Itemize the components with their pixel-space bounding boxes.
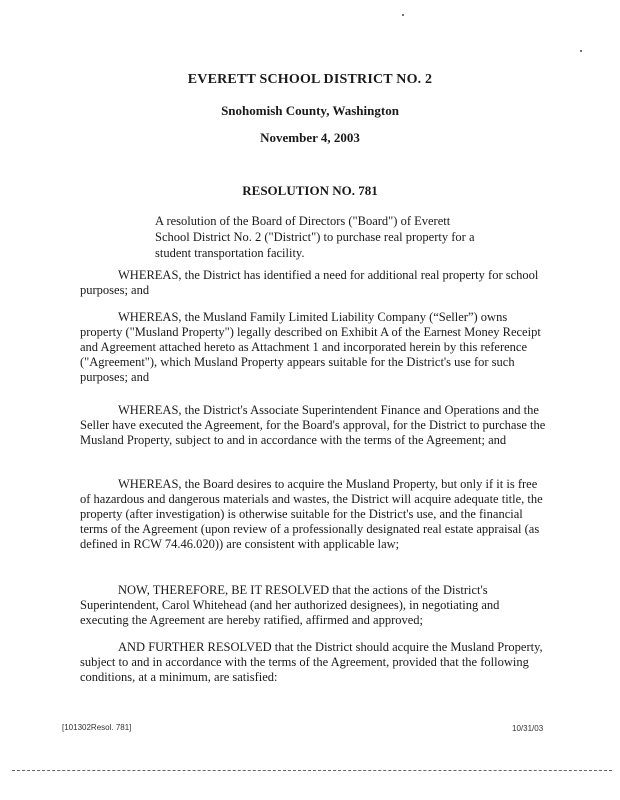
resolution-date: November 4, 2003	[260, 130, 360, 145]
further-resolved-paragraph: AND FURTHER RESOLVED that the District should acquire the Musland Property, subject to and in accordance with the terms of the Agreement, provided that the following conditions, at a minimum, are satisfied:	[80, 640, 543, 684]
county-subtitle: Snohomish County, Washington	[221, 103, 399, 118]
whereas-paragraph-4: WHEREAS, the Board desires to acquire the Musland Property, but only if it is free of hazardous and dangerous materials and wastes, the District will acquire adequate title, the property (after investigation) is otherwise suitable for the District's use, and the financial terms of the Agreement (upon review of a professionally designated real estate appraisal (as defined in RCW 74.46.020)) are consistent with applicable law;	[80, 477, 543, 551]
district-title: EVERETT SCHOOL DISTRICT NO. 2	[187, 72, 433, 87]
scan-speck	[580, 50, 582, 52]
resolution-number: RESOLUTION NO. 781	[242, 183, 378, 198]
scan-speck	[402, 14, 404, 16]
scan-artifact-line	[12, 770, 612, 771]
footer-date: 10/31/03	[512, 724, 544, 733]
whereas-paragraph-1: WHEREAS, the District has identified a need for additional real property for school purposes; and	[80, 268, 539, 297]
resolved-paragraph: NOW, THEREFORE, BE IT RESOLVED that the actions of the District's Superintendent, Carol Whitehead (and her authorized designees), in negotiating and executing the Agreement are hereby ratified, affirmed and approved;	[80, 583, 500, 627]
footer-document-id: [101302Resol. 781]	[62, 723, 132, 732]
resolution-abstract: A resolution of the Board of Directors ("Board") of Everett School District No. 2 ("District") to purchase real property for a student transportation facility.	[155, 214, 475, 260]
whereas-paragraph-2: WHEREAS, the Musland Family Limited Liability Company (“Seller”) owns property ("Musland Property") legally described on Exhibit A of the Earnest Money Receipt and Agreement attached hereto as Attachment 1 and incorporated herein by this reference ("Agreement"), which Musland Property appears suitable for the District's use for such purposes; and	[80, 310, 541, 384]
whereas-paragraph-3: WHEREAS, the District's Associate Superintendent Finance and Operations and the Seller have executed the Agreement, for the Board's approval, for the District to purchase the Musland Property, subject to and in accordance with the terms of the Agreement; and	[80, 403, 546, 447]
